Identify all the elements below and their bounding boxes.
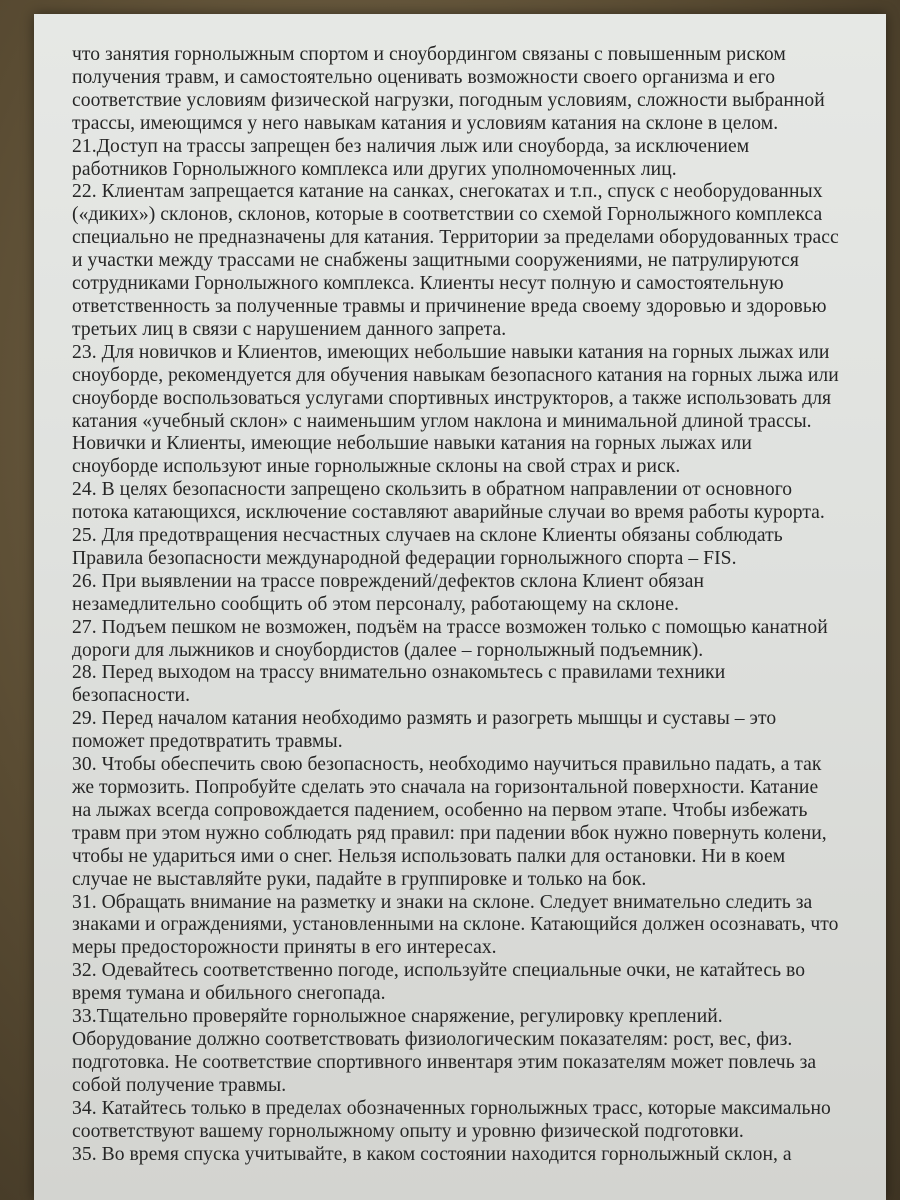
document-line: поможет предотвратить травмы. — [72, 731, 343, 753]
document-line: работников Горнолыжного комплекса или других уполномоченных лиц. — [72, 158, 677, 180]
document-line: сноуборде используют иные горнолыжные склоны на свой страх и риск. — [72, 456, 681, 478]
document-line: 35. Во время спуска учитывайте, в каком состоянии находится горнолыжный склон, а — [72, 1143, 792, 1165]
document-line: время тумана и обильного снегопада. — [72, 983, 386, 1005]
document-line: 32. Одевайтесь соответственно погоде, используйте специальные очки, не катайтесь во — [72, 960, 806, 982]
paper-sheet — [34, 14, 886, 1200]
document-line: сноуборде воспользоваться услугами спортивных инструкторов, а также использовать для — [72, 387, 832, 409]
document-line: сноуборде, рекомендуется для обучения навыкам безопасного катания на горных лыжа или — [72, 364, 839, 386]
document-line: 23. Для новичков и Клиентов, имеющих небольшие навыки катания на горных лыжах или — [72, 341, 830, 363]
document-line: незамедлительно сообщить об этом персоналу, работающему на склоне. — [72, 593, 679, 615]
document-line: собой получение травмы. — [72, 1074, 287, 1096]
document-line: 22. Клиентам запрещается катание на санках, снегокатах и т.п., спуск с необорудованных — [72, 181, 823, 203]
document-line: 31. Обращать внимание на разметку и знаки на склоне. Следует внимательно следить за — [72, 891, 813, 913]
document-line: безопасности. — [72, 685, 191, 707]
document-line: соответствие условиям физической нагрузки, погодным условиям, сложности выбранной — [72, 89, 825, 111]
document-text — [72, 44, 862, 1166]
document-line: катания «учебный склон» с наименьшим углом наклона и минимальной длиной трассы. — [72, 410, 812, 432]
document-line: 30. Чтобы обеспечить свою безопасность, необходимо научиться правильно падать, а так — [72, 754, 822, 776]
document-line: что занятия горнолыжным спортом и сноубордингом связаны с повышенным риском — [72, 44, 786, 65]
document-line: Новички и Клиенты, имеющие небольшие навыки катания на горных лыжах или — [72, 433, 752, 455]
document-line: травм при этом нужно соблюдать ряд правил: при падении вбок нужно повернуть колени, — [72, 822, 827, 844]
document-line: 25. Для предотвращения несчастных случаев на склоне Клиенты обязаны соблюдать — [72, 525, 783, 547]
document-line: чтобы не удариться ими о снег. Нельзя использовать палки для остановки. Ни в коем — [72, 845, 786, 867]
document-line: 29. Перед началом катания необходимо размять и разогреть мышцы и суставы – это — [72, 708, 777, 730]
document-line: получения травм, и самостоятельно оценивать возможности своего организма и его — [72, 66, 776, 88]
document-line: подготовка. Не соответствие спортивного инвентаря этим показателям может повлечь за — [72, 1051, 817, 1073]
document-line: специально не предназначены для катания. Территории за пределами оборудованных трасс — [72, 227, 839, 249]
document-line: трассы, имеющимся у него навыкам катания и условиям катания на склоне в целом. — [72, 112, 779, 134]
document-line: Правила безопасности международной федерации горнолыжного спорта – FIS. — [72, 547, 737, 569]
document-line: же тормозить. Попробуйте сделать это сначала на горизонтальной поверхности. Катание — [72, 777, 819, 798]
document-line: 34. Катайтесь только в пределах обозначенных горнолыжных трасс, которые максимально — [72, 1097, 831, 1119]
document-line: 33.Тщательно проверяйте горнолыжное снаряжение, регулировку креплений. — [72, 1006, 723, 1028]
document-line: 26. При выявлении на трассе повреждений/дефектов склона Клиент обязан — [72, 570, 705, 592]
document-line: 27. Подъем пешком не возможен, подъём на трассе возможен только с помощью канатной — [72, 616, 828, 638]
document-line: сотрудниками Горнолыжного комплекса. Клиенты несут полную и самостоятельную — [72, 273, 784, 295]
document-line: случае не выставляйте руки, падайте в группировке и только на бок. — [72, 868, 647, 890]
document-line: ответственность за полученные травмы и причинение вреда своему здоровью и здоровью — [72, 295, 827, 317]
document-line: дороги для лыжников и сноубордистов (далее – горнолыжный подъемник). — [72, 639, 704, 661]
document-line: знаками и ограждениями, установленными на склоне. Катающийся должен осознавать, что — [72, 914, 839, 936]
document-line: потока катающихся, исключение составляют аварийные случаи во время работы курорта. — [72, 502, 825, 524]
document-line: Оборудование должно соответствовать физиологическим показателям: рост, вес, физ. — [72, 1028, 793, 1050]
document-line: на лыжах всегда сопровождается падением, особенно на первом этапе. Чтобы избежать — [72, 799, 808, 821]
document-line: соответствуют вашему горнолыжному опыту и уровню физической подготовки. — [72, 1120, 744, 1142]
document-line: 21.Доступ на трассы запрещен без наличия лыж или сноуборда, за исключением — [72, 135, 750, 157]
document-line: меры предосторожности приняты в его интересах. — [72, 937, 497, 959]
document-line: и участки между трассами не снабжены защитными сооружениями, не патрулируются — [72, 250, 799, 272]
document-line: («диких») склонов, склонов, которые в соответствии со схемой Горнолыжного комплекса — [72, 204, 823, 226]
document-line: 28. Перед выходом на трассу внимательно ознакомьтесь с правилами техники — [72, 662, 726, 684]
document-line: третьих лиц в связи с нарушением данного запрета. — [72, 318, 507, 340]
document-line: 24. В целях безопасности запрещено скользить в обратном направлении от основного — [72, 479, 793, 501]
